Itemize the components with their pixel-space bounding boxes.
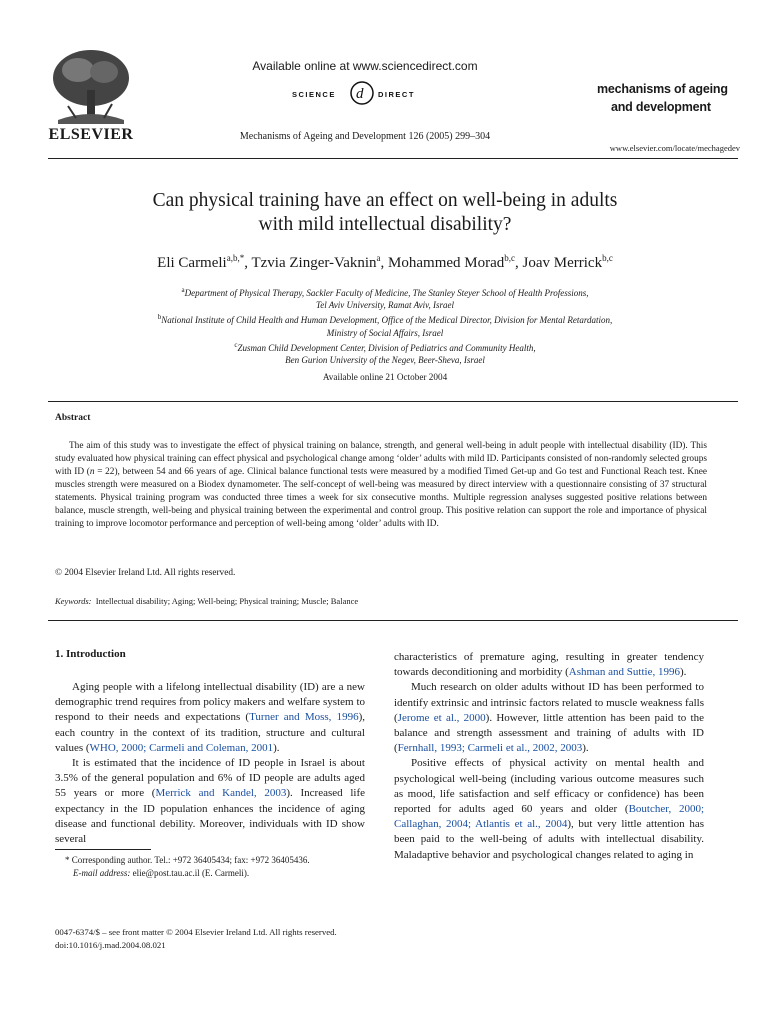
title-line-2: with mild intellectual disability? — [258, 214, 512, 235]
citation-link[interactable]: Turner and Moss, 1996 — [249, 711, 359, 724]
available-online-date: Available online 21 October 2004 — [322, 372, 448, 382]
affiliations — [60, 284, 710, 366]
header-divider — [48, 158, 738, 159]
affiliation-c-line2: Ben Gurion University of the Negev, Beer-Sheva, Israel — [285, 355, 485, 366]
author-name: Mohammed Morad — [388, 255, 505, 271]
copyright-notice: © 2004 Elsevier Ireland Ltd. All rights reserved. — [55, 568, 236, 578]
keywords-list: Intellectual disability; Aging; Well-being; Physical training; Muscle; Balance — [95, 596, 359, 606]
imprint — [55, 926, 455, 952]
footnotes — [55, 854, 375, 880]
author-list: Eli Carmeli$^{a,b,*}$, Tzvia Zinger-Vaknin$^a$, Mohammed Morad$^{b,c}$, Joav Merrick$^{b,c}$ — [157, 253, 613, 271]
journal-logo-line2: and development — [611, 100, 711, 114]
paragraph: Much research on older adults without ID has been performed to identify extrinsic and intrinsic factors related to muscle weakness falls (Jerome et al., 2000). However, little attention has been paid to the balance and strength assessment and training of adults with ID (Fernhall, 1993; Carmeli et al., 2002, 2003). — [394, 681, 704, 755]
section-heading-introduction: 1. Introduction — [55, 648, 126, 660]
keywords — [55, 596, 707, 606]
abstract-bottom-divider — [48, 620, 738, 621]
sd-logo-right: DIRECT — [378, 90, 415, 99]
svg-text:d: d — [356, 86, 364, 102]
author-name: Tzvia Zinger-Vaknin — [251, 255, 377, 271]
abstract-heading: Abstract — [55, 413, 91, 423]
paragraph: Positive effects of physical activity on mental health and psychological well-being (including various outcome measures such as mood, life satisfaction and self efficacy or confidence) has been reported for adults aged 60 years and older (Boutcher, 2000; Callaghan, 2004; Atlantis et al., 2004), but very little attention has been paid to the well-being of adults with intellectual disability. Maladaptive behavior and psychological changes related to aging in — [394, 757, 704, 861]
body-column-right — [394, 650, 704, 863]
email-address[interactable]: elie@post.tau.ac.il (E. Carmeli). — [130, 868, 250, 878]
paper-title — [80, 189, 690, 237]
body-column-left — [55, 680, 365, 847]
author-affiliation-marker[interactable]: a,b,* — [226, 253, 245, 263]
paragraph: characteristics of premature aging, resulting in greater tendency towards deconditioning and morbidity (Ashman and Suttie, 1996). — [394, 651, 704, 679]
author-name: Joav Merrick — [522, 255, 603, 271]
affiliation-a-line2: Tel Aviv University, Ramat Aviv, Israel — [316, 300, 454, 311]
journal-logo-line1: mechanisms of ageing — [597, 82, 728, 96]
available-online-text[interactable]: Available online at www.sciencedirect.com — [252, 59, 478, 73]
footnote-divider — [55, 849, 151, 850]
email-footnote: E-mail address: elie@post.tau.ac.il (E. Carmeli). — [73, 868, 250, 878]
citation-link[interactable]: Fernhall, 1993; Carmeli et al., 2002, 2003 — [397, 742, 583, 755]
abstract-top-divider — [48, 401, 738, 402]
citation-link[interactable]: Jerome et al., 2000 — [397, 711, 486, 724]
citation-link[interactable]: Boutcher, 2000; Callaghan, 2004; Atlantis et al., 2004 — [394, 803, 704, 831]
citation-link[interactable]: WHO, 2000; Carmeli and Coleman, 2001 — [89, 741, 274, 754]
citation-link[interactable]: Merrick and Kandel, 2003 — [155, 787, 287, 800]
corresponding-author-footnote: * Corresponding author. Tel.: +972 36405434; fax: +972 36405436. — [65, 855, 310, 865]
journal-url[interactable]: www.elsevier.com/locate/mechagedev — [609, 143, 740, 153]
affiliation-b-line2: Ministry of Social Affairs, Israel — [326, 327, 444, 338]
doi-line[interactable]: doi:10.1016/j.mad.2004.08.021 — [55, 940, 166, 950]
title-line-1: Can physical training have an effect on well-being in adults — [152, 190, 618, 211]
issn-line: 0047-6374/$ – see front matter © 2004 Elsevier Ireland Ltd. All rights reserved. — [55, 927, 337, 937]
keywords-label: Keywords: — [55, 596, 92, 606]
citation-link[interactable]: Ashman and Suttie, 1996 — [568, 666, 680, 679]
sd-logo-left: SCIENCE — [292, 90, 336, 99]
journal-citation: Mechanisms of Ageing and Development 126 (2005) 299–304 — [239, 131, 491, 142]
paragraph: It is estimated that the incidence of ID people in Israel is about 3.5% of the general population and 6% of ID people are adults aged 55 years or more (Merrick and Kandel, 2003). Increased life expectancy in the ID population enhances the incidence of aging disease and functional debility. Moreover, individuals with ID show several — [55, 757, 366, 846]
affiliation-b-line1: $^b$National Institute of Child Health and Human Development, Office of the Medical Director, Division for Mental Retardation, — [157, 313, 613, 326]
affiliation-a-line1: $^a$Department of Physical Therapy, Sackler Faculty of Medicine, The Stanley Steyer School of Health Professions, — [181, 286, 589, 298]
author-affiliation-marker[interactable]: a — [376, 253, 381, 263]
author-affiliation-marker[interactable]: b,c — [602, 253, 613, 263]
affiliation-c-line1: $^c$Zusman Child Development Center, Division of Pediatrics and Community Health, — [234, 340, 536, 353]
abstract-body: The aim of this study was to investigate the effect of physical training on balance, strength, and general well-being in adult people with intellectual disability (ID). This study evaluated how physical training can effect physical and psychological change among ‘older’ adults with mild ID. Participants consisted of non-randomly selected groups with ID (n = 22), between 54 and 66 years of age. Clinical balance functional tests were measured by a modified Timed Get-up and Go test and Functional Reach test. Knee muscles strength were measured on a Biodex dynamometer. The self-concept of well-being was measured by direct interview with a questionnaire consisting of 37 structural statements. Physical training program was conducted three times a week for six consecutive months. Multiple regression analyses suggested positive relations between balance, muscle strength, well-being and physical training between the experimental and control group. This positive relation can support the role and importance of physical training to improve locomotor performance and perception of well-being among ‘older’ adults with ID. — [55, 441, 707, 529]
sciencedirect-logo — [290, 78, 440, 108]
publisher-name: ELSEVIER — [48, 126, 134, 143]
journal-logo — [597, 80, 737, 116]
author-name: Eli Carmeli — [157, 255, 227, 271]
author-affiliation-marker[interactable]: b,c — [504, 253, 516, 263]
paragraph: Aging people with a lifelong intellectual disability (ID) are a new demographic trend requires from policy makers and welfare system to respond to their needs and expectations (Turner and Moss, 1996), each country in the context of its tradition, structure and cultural values (WHO, 2000; Carmeli and Coleman, 2001). — [55, 681, 366, 754]
